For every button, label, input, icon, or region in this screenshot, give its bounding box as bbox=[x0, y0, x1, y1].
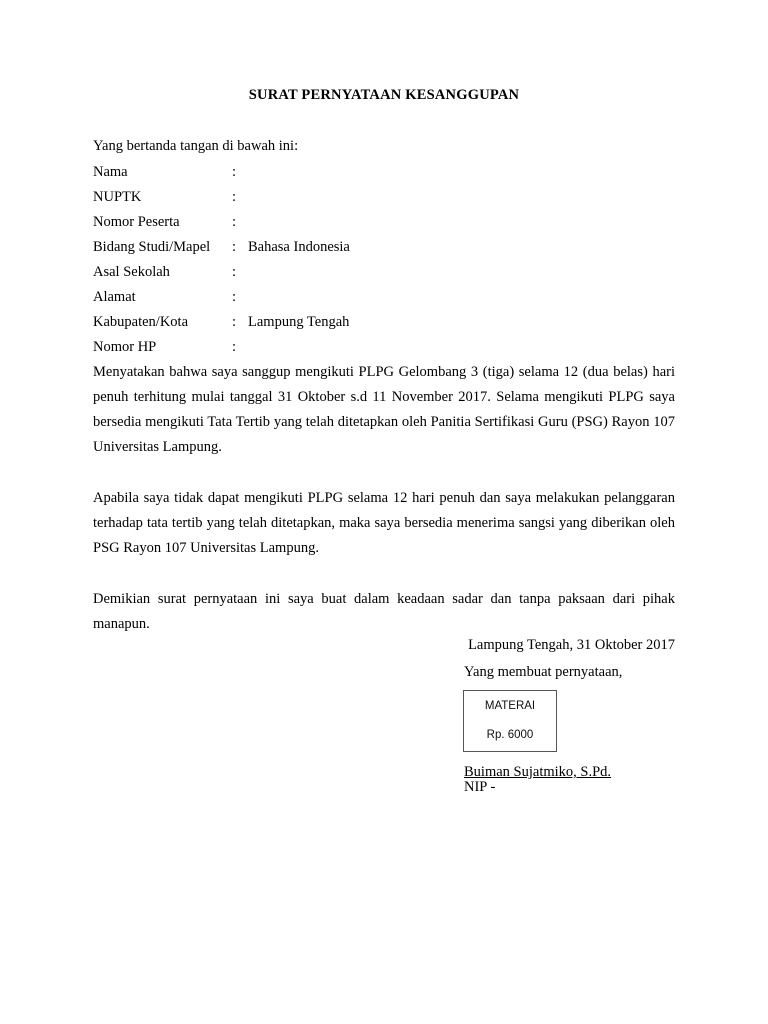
field-colon: : bbox=[232, 164, 237, 180]
statement-paragraph: Menyatakan bahwa saya sanggup mengikuti PLPG Gelombang 3 (tiga) selama 12 (dua belas) hari penuh terhitung mulai tanggal 31 Oktober s.d 11 November 2017. Selama mengikuti PLPG saya bersedia mengikuti Tata Tertib yang telah ditetapkan oleh Panitia Sertifikasi Guru (PSG) Rayon 107 Universitas Lampung. bbox=[93, 364, 675, 455]
field-label: NUPTK bbox=[93, 189, 142, 205]
materai-stamp-box bbox=[463, 690, 557, 752]
field-colon: : bbox=[232, 189, 237, 205]
field-label: Nomor HP bbox=[93, 339, 157, 355]
identity-fields bbox=[93, 162, 350, 362]
signer-nip: NIP - bbox=[464, 779, 496, 795]
field-colon: : bbox=[232, 264, 237, 280]
sanction-paragraph: Apabila saya tidak dapat mengikuti PLPG selama 12 hari penuh dan saya melakukan pelanggaran terhadap tata tertib yang telah ditetapkan, maka saya bersedia menerima sangsi yang diberikan oleh PSG Rayon 107 Universitas Lampung. bbox=[93, 490, 675, 556]
field-colon: : bbox=[232, 289, 237, 305]
field-row-nomor-peserta bbox=[93, 212, 350, 237]
field-label: Asal Sekolah bbox=[93, 264, 170, 280]
field-row-nama bbox=[93, 162, 350, 187]
document-title: SURAT PERNYATAAN KESANGGUPAN bbox=[248, 87, 520, 103]
stamp-value: Rp. 6000 bbox=[486, 729, 534, 741]
field-row-nomor-hp bbox=[93, 337, 350, 362]
intro-text: Yang bertanda tangan di bawah ini: bbox=[93, 138, 299, 154]
field-colon: : bbox=[232, 339, 237, 355]
closing-paragraph: Demikian surat pernyataan ini saya buat dalam keadaan sadar dan tanpa paksaan dari pihak manapun. bbox=[93, 591, 675, 632]
maker-label: Yang membuat pernyataan, bbox=[464, 664, 623, 680]
field-row-alamat bbox=[93, 287, 350, 312]
field-row-nuptk bbox=[93, 187, 350, 212]
field-label: Nama bbox=[93, 164, 128, 180]
field-colon: : bbox=[232, 214, 237, 230]
field-label: Kabupaten/Kota bbox=[93, 314, 189, 330]
place-date: Lampung Tengah, 31 Oktober 2017 bbox=[468, 637, 675, 653]
field-colon: : bbox=[232, 239, 237, 255]
field-row-bidang-studi bbox=[93, 237, 350, 262]
field-row-asal-sekolah bbox=[93, 262, 350, 287]
field-label: Nomor Peserta bbox=[93, 214, 180, 230]
signer-name: Buiman Sujatmiko, S.Pd. bbox=[464, 764, 612, 780]
field-colon: : bbox=[232, 314, 237, 330]
field-label: Bidang Studi/Mapel bbox=[93, 239, 211, 255]
field-label: Alamat bbox=[93, 289, 136, 305]
field-value: Bahasa Indonesia bbox=[248, 239, 350, 255]
stamp-label: MATERAI bbox=[484, 700, 536, 712]
field-row-kabupaten-kota bbox=[93, 312, 350, 337]
field-value: Lampung Tengah bbox=[248, 314, 350, 330]
